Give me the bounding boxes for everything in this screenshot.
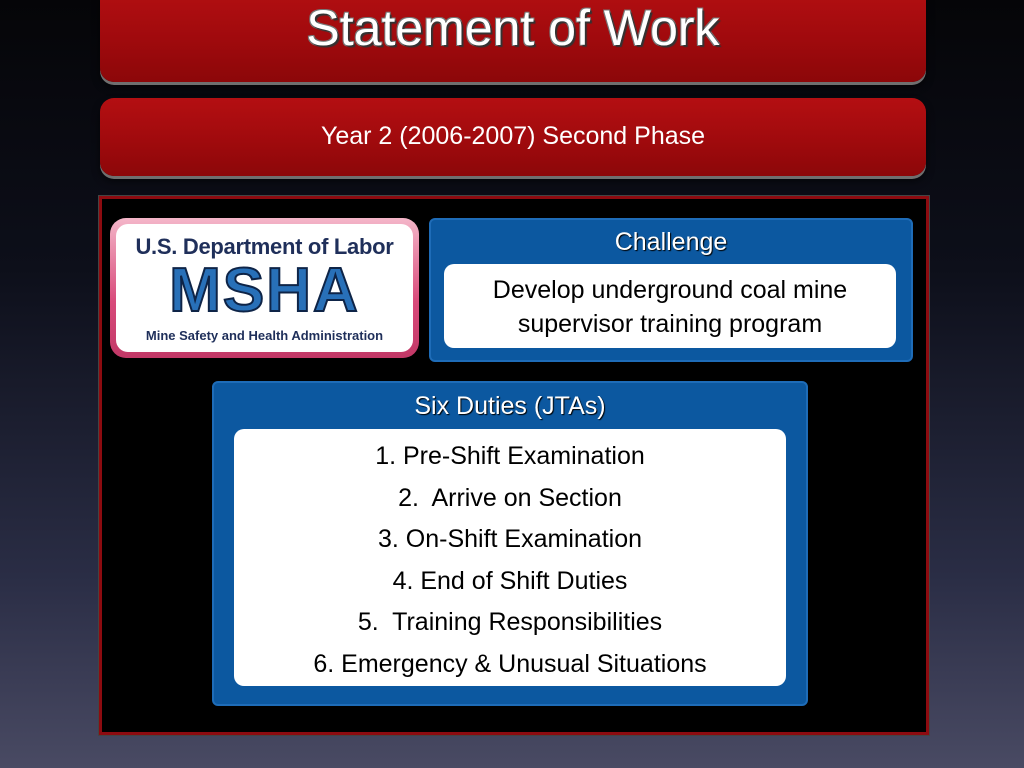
duty-item: 4. End of Shift Duties <box>392 566 628 595</box>
challenge-heading: Challenge <box>614 228 728 256</box>
msha-logo <box>110 218 419 358</box>
title-banner <box>100 0 926 82</box>
slide-subtitle: Year 2 (2006-2007) Second Phase <box>320 122 706 150</box>
challenge-panel <box>429 218 913 362</box>
logo-bottom-text: Mine Safety and Health Administration <box>145 328 384 343</box>
subtitle-banner <box>100 98 926 176</box>
slide-title: Statement of Work <box>306 0 720 56</box>
duties-panel <box>212 381 808 706</box>
logo-main-text: MSHA <box>169 256 360 325</box>
duty-item: 6. Emergency & Unusual Situations <box>313 649 707 678</box>
msha-logo-badge <box>116 224 413 352</box>
duty-item: 2. Arrive on Section <box>398 483 622 512</box>
challenge-line-1: Develop underground coal mine <box>492 276 848 304</box>
duty-item: 1. Pre-Shift Examination <box>375 442 645 470</box>
duties-heading: Six Duties (JTAs) <box>414 392 606 420</box>
challenge-body <box>444 264 896 348</box>
logo-top-text: U.S. Department of Labor <box>135 234 394 259</box>
duties-list <box>234 429 786 686</box>
duty-item: 5. Training Responsibilities <box>357 608 663 636</box>
challenge-line-2: supervisor training program <box>517 310 823 338</box>
duty-item: 3. On-Shift Examination <box>377 525 642 553</box>
